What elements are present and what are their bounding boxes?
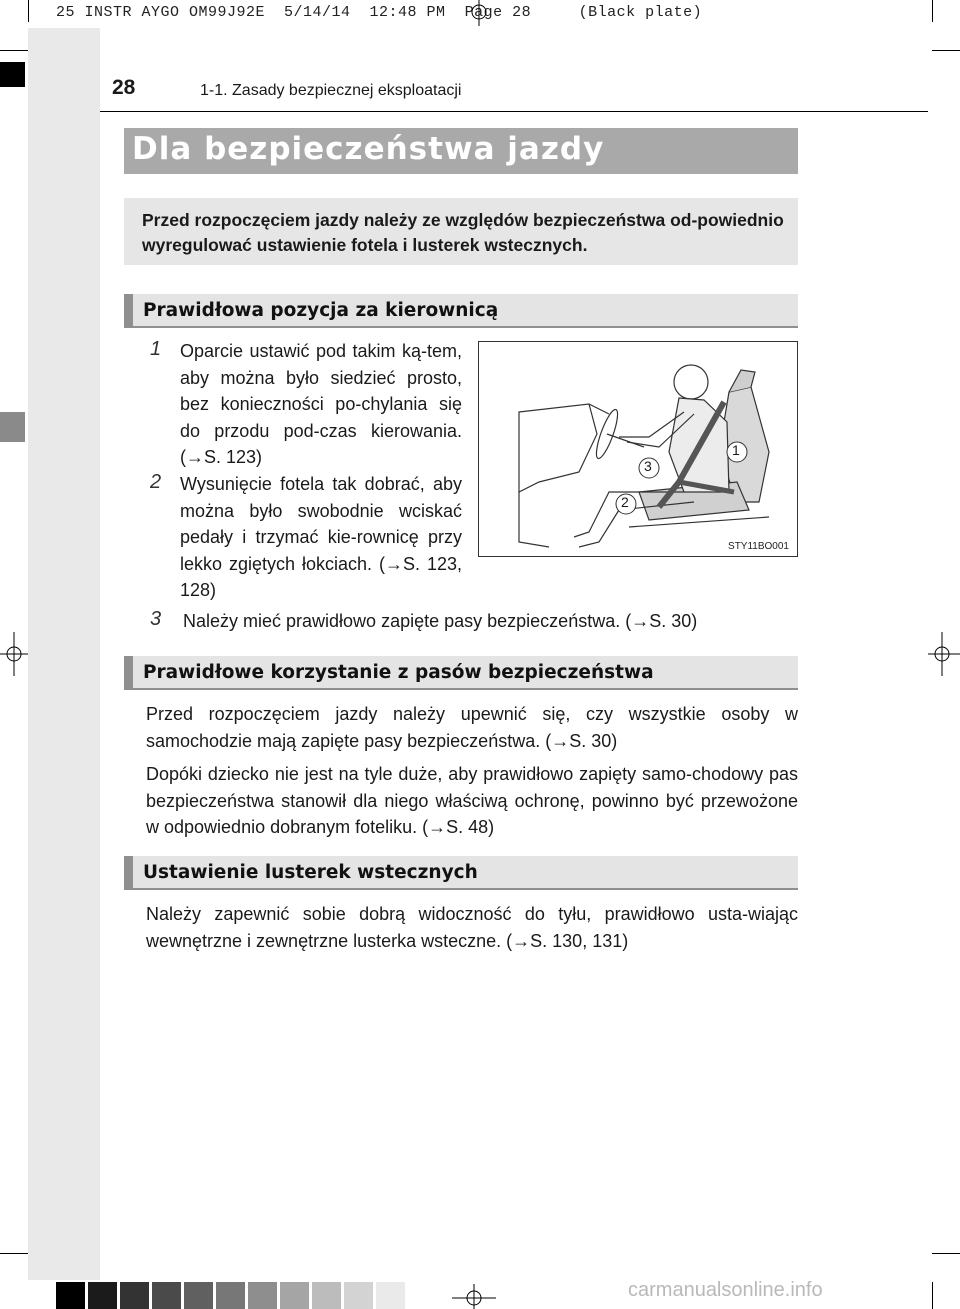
list-item-text: Należy mieć prawidłowo zapięte pasy bezpieczeństwa. (→S. 30) <box>183 611 698 631</box>
chapter-tab-marker <box>0 62 25 87</box>
item-number: 1 <box>150 338 162 360</box>
registration-mark <box>452 1284 496 1309</box>
list-item-text: Wysunięcie fotela tak dobrać, aby można było swobodnie wciskać pedały i trzymać kie-rownicę przy lekko zgiętych łokciach. (→S. 123, 128) <box>180 474 462 600</box>
print-header: 25 INSTR AYGO OM99J92E 5/14/14 12:48 PM Page 28 (Black plate) <box>56 4 703 21</box>
callout-label-2: 2 <box>621 494 629 510</box>
callout-label-3: 3 <box>644 458 652 474</box>
registration-mark <box>0 632 30 676</box>
page-number: 28 <box>112 76 136 99</box>
chapter-title: 1-1. Zasady bezpiecznej eksploatacji <box>200 82 462 99</box>
paragraph: Należy zapewnić sobie dobrą widoczność do tyłu, prawidłowo usta-wiając wewnętrzne i zewnętrzne lusterka wsteczne. (→S. 130, 131) <box>146 904 798 951</box>
color-swatch <box>184 1282 213 1309</box>
figure-code: STY11BO001 <box>728 541 789 552</box>
driver-illustration <box>479 342 797 556</box>
crop-mark <box>28 0 29 22</box>
color-swatch <box>376 1282 405 1309</box>
list-item-text: Oparcie ustawić pod takim ką-tem, aby można było siedzieć prosto, bez konieczności po-chylania się do przodu pod-czas kierowania. (→S. 123) <box>180 341 462 467</box>
crop-mark <box>932 1282 933 1309</box>
section-heading-seat-belts <box>124 656 798 690</box>
intro-text: Przed rozpoczęciem jazdy należy ze względów bezpieczeństwa od-powiednio wyregulować ustawienie fotela i lusterek wstecznych. <box>142 210 784 255</box>
page-gutter <box>28 28 100 1280</box>
crop-mark <box>932 50 960 51</box>
callout-label-1: 1 <box>732 442 740 458</box>
section-heading-mirrors <box>124 856 798 890</box>
color-swatch <box>344 1282 373 1309</box>
color-swatch <box>88 1282 117 1309</box>
section-heading-text: Prawidłowa pozycja za kierownicą <box>143 300 499 321</box>
watermark: carmanualsonline.info <box>628 1279 823 1301</box>
color-swatch <box>152 1282 181 1309</box>
color-swatch <box>248 1282 277 1309</box>
color-swatch <box>56 1282 85 1309</box>
item-number: 2 <box>150 471 162 493</box>
intro-box <box>124 198 798 265</box>
color-swatch <box>120 1282 149 1309</box>
page-title: Dla bezpieczeństwa jazdy <box>132 131 605 167</box>
section-heading-text: Ustawienie lusterek wstecznych <box>143 862 478 883</box>
paragraph: Przed rozpoczęciem jazdy należy upewnić się, czy wszystkie osoby w samochodzie mają zapięte pasy bezpieczeństwa. (→S. 30) <box>146 704 798 751</box>
section-tab-marker <box>0 412 25 442</box>
color-swatch <box>280 1282 309 1309</box>
paragraph: Dopóki dziecko nie jest na tyle duże, aby prawidłowo zapięty samo-chodowy pas bezpieczeństwa stanowił dla niego właściwą ochronę, powinno być przewożone w odpowiednio dobranym foteliku. (→S. 48) <box>146 764 798 837</box>
registration-mark <box>928 632 960 676</box>
section-heading-driving-position <box>124 294 798 328</box>
page-title-bar <box>124 128 798 174</box>
crop-mark <box>0 1253 28 1254</box>
crop-mark <box>932 0 933 22</box>
registration-mark <box>464 0 494 26</box>
item-number: 3 <box>150 608 162 630</box>
color-swatch <box>312 1282 341 1309</box>
driving-position-figure <box>478 341 798 557</box>
crop-mark <box>932 1253 960 1254</box>
section-heading-text: Prawidłowe korzystanie z pasów bezpieczeństwa <box>143 662 654 683</box>
header-rule <box>100 111 928 112</box>
crop-mark <box>0 50 28 51</box>
color-swatch <box>216 1282 245 1309</box>
